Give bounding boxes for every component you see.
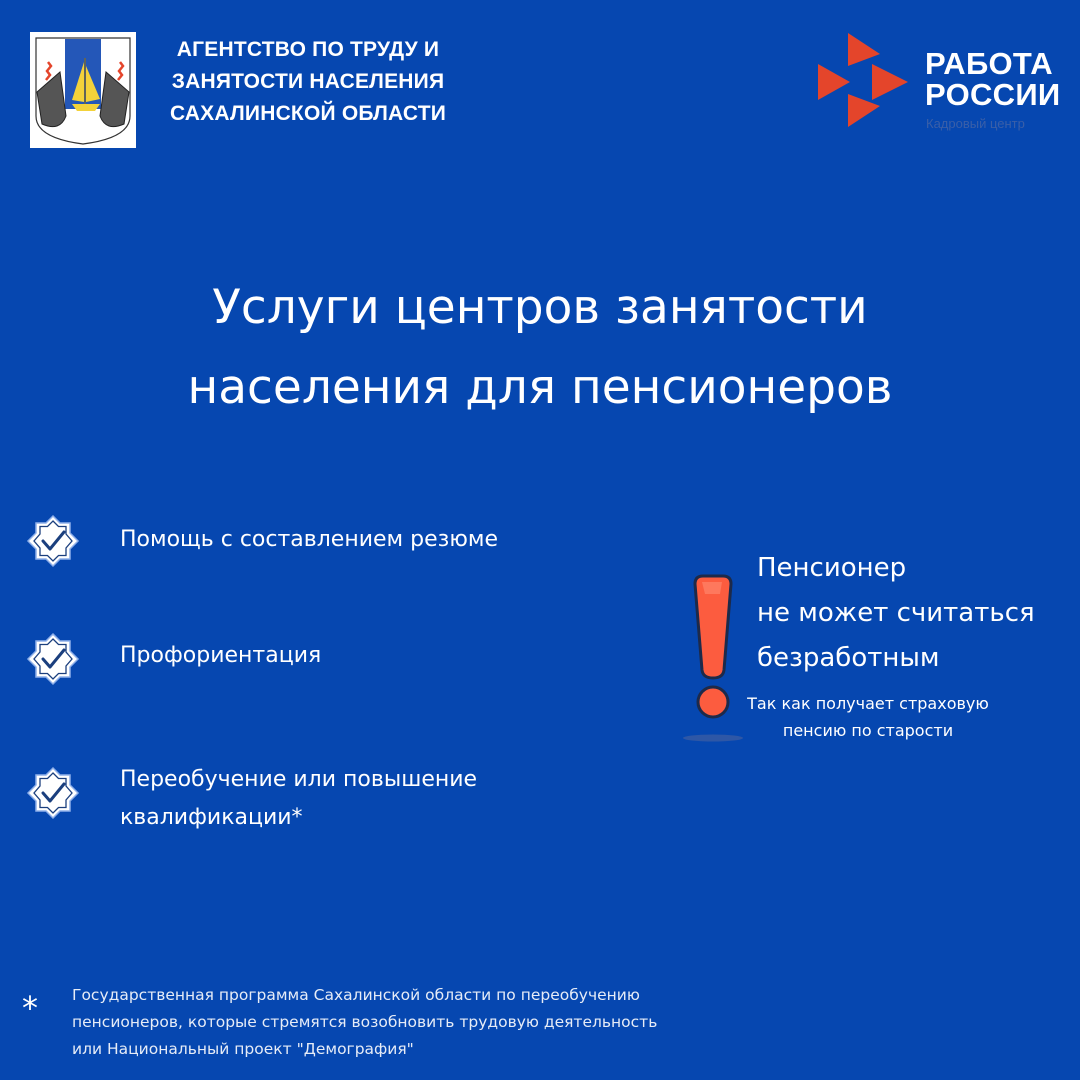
agency-name-line: САХАЛИНСКОЙ ОБЛАСТИ	[169, 102, 447, 125]
service-item	[120, 761, 477, 837]
brand-line: РАБОТА	[925, 46, 1053, 81]
check-badge-icon	[26, 514, 80, 568]
service-item	[120, 637, 321, 675]
page-title	[60, 268, 1020, 428]
notice-line: Пенсионер	[757, 553, 907, 583]
notice-line: не может считаться	[757, 598, 1035, 628]
title-line: населения для пенсионеров	[187, 360, 893, 415]
check-badge-icon	[26, 766, 80, 820]
footnote-text	[72, 982, 657, 1063]
check-badge-icon	[26, 632, 80, 686]
footnote-line: пенсионеров, которые стремятся возобновить трудовую деятельность	[72, 1013, 658, 1031]
agency-name-line: ЗАНЯТОСТИ НАСЕЛЕНИЯ	[171, 70, 445, 93]
notice-sub-line: Так как получает страховую	[747, 694, 989, 713]
notice-sub-line: пенсию по старости	[782, 721, 954, 740]
brand-subtitle: Кадровый центр	[926, 116, 1025, 131]
rabota-rossii-logo-icon	[814, 30, 914, 130]
footnote-line: или Национальный проект "Демография"	[72, 1040, 414, 1058]
notice-line: безработным	[757, 643, 940, 673]
coat-of-arms-icon	[30, 32, 136, 148]
service-label: квалификации*	[120, 805, 303, 830]
notice-heading	[757, 546, 1035, 681]
agency-name-line: АГЕНТСТВО ПО ТРУДУ И	[176, 38, 440, 61]
notice-explanation	[728, 690, 1008, 744]
service-label: Переобучение или повышение	[120, 767, 478, 792]
service-item	[120, 521, 498, 559]
service-label: Профориентация	[120, 643, 322, 668]
title-line: Услуги центров занятости	[212, 280, 868, 335]
footnote-asterisk: *	[22, 989, 38, 1027]
footnote-line: Государственная программа Сахалинской области по переобучению	[72, 986, 640, 1004]
agency-name	[148, 34, 468, 130]
brand-line: РОССИИ	[925, 77, 1061, 112]
service-label: Помощь с составлением резюме	[120, 527, 498, 552]
rabota-rossii-wordmark	[925, 48, 1061, 110]
